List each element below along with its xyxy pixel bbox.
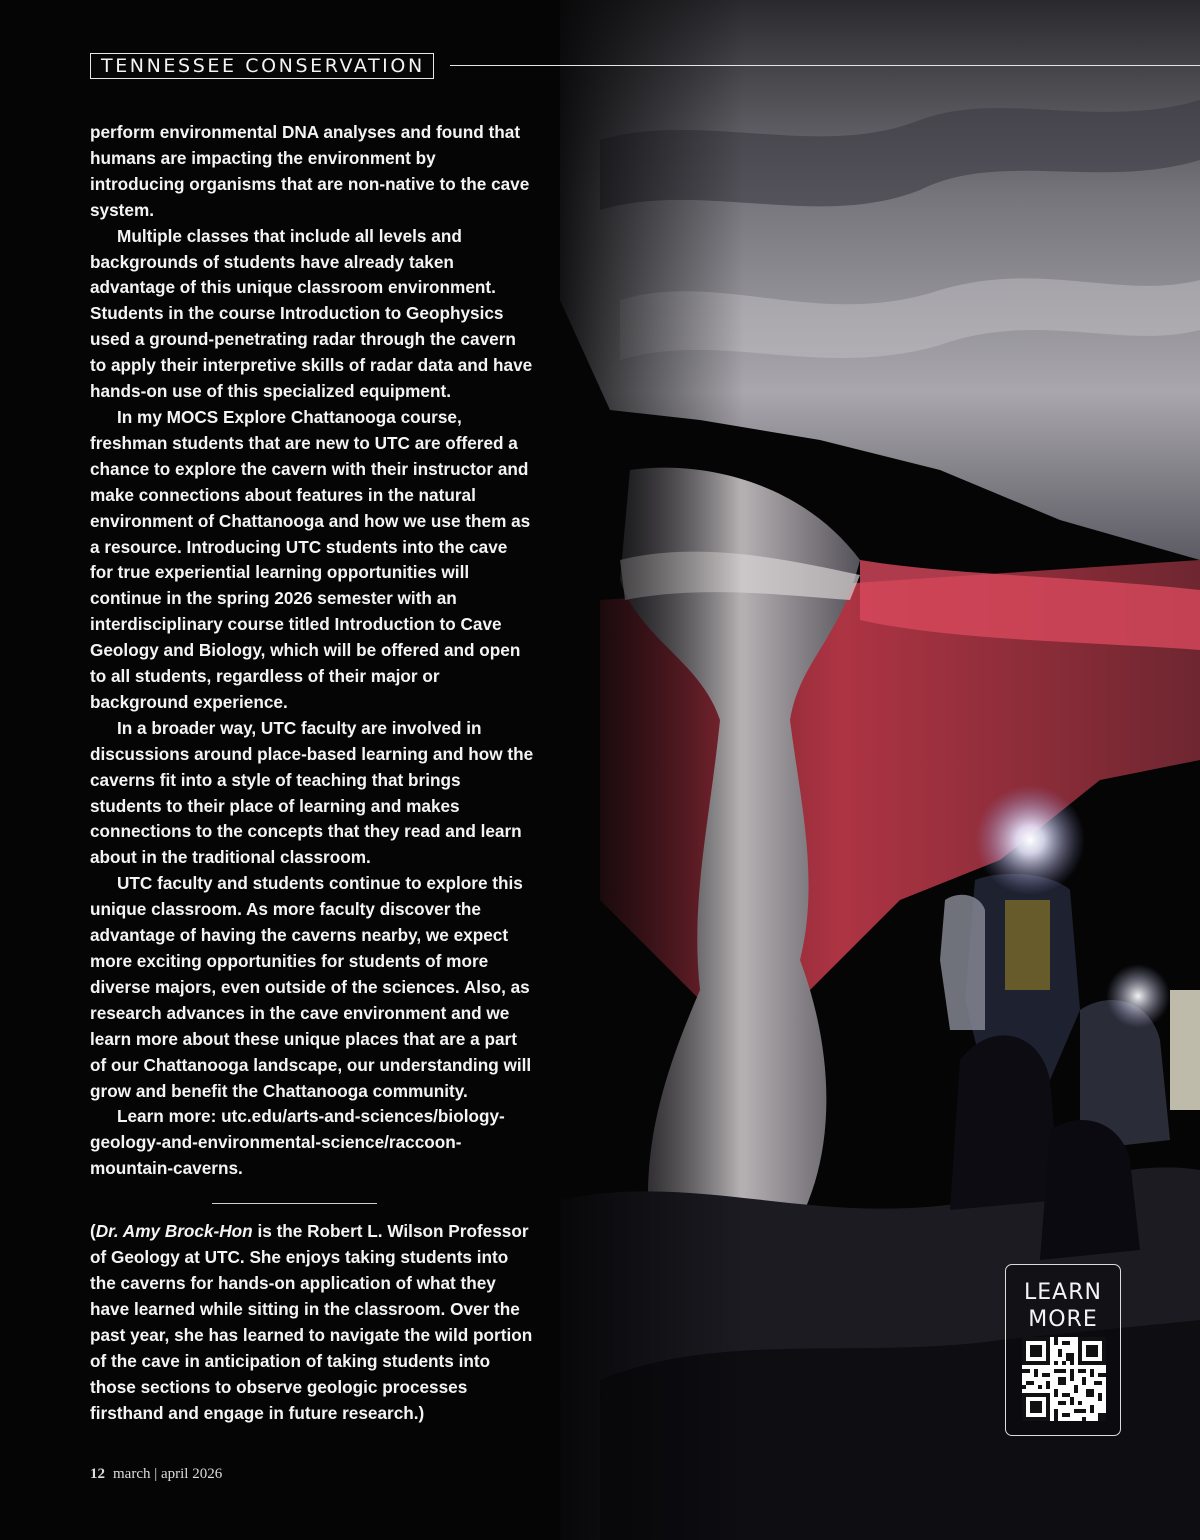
header-rule — [450, 65, 1200, 66]
bio-text: is the Robert L. Wilson Professor of Geology at UTC. She enjoys taking students into the caverns for hands-on application of what they have learned while sitting in the classroom. Over the past year, she has learned to navigate the wild portion of the cave in anticipation of taking students into those sections to observe geologic processes firsthand and engage in future research.) — [90, 1221, 533, 1423]
issue-date: march | april 2026 — [113, 1466, 223, 1482]
article-paragraph: In my MOCS Explore Chattanooga course, freshman students that are new to UTC are offered a chance to explore the cavern with their instructor and make connections about features in the natural environment of Chattanooga and how we use them as a resource. Introducing UTC students into the cave for true experiential learning opportunities will continue in the spring 2026 semester with an interdisciplinary course titled Introduction to Cave Geology and Biology, which will be offered and open to all students, regardless of their major or background experience. — [90, 406, 531, 712]
section-label: TENNESSEE CONSERVATION — [90, 53, 434, 79]
section-header — [90, 53, 1200, 77]
learn-more-paragraph: Learn more: utc.edu/arts-and-sciences/biology-geology-and-environmental-science/raccoon-mountain-caverns. — [90, 1106, 505, 1179]
article-paragraph: perform environmental DNA analyses and found that humans are impacting the environment by introducing organisms that are non-native to the cave system. — [90, 122, 530, 220]
article-paragraph: In a broader way, UTC faculty are involved in discussions around place-based learning and how the caverns fit into a style of teaching that brings students to their place of learning and makes connections to the concepts that they read and learn about in the traditional classroom. — [90, 717, 534, 868]
learn-more-line2: MORE — [1028, 1307, 1098, 1332]
page-footer — [90, 1466, 222, 1483]
learn-more-line1: LEARN — [1024, 1280, 1102, 1305]
article-paragraph: Multiple classes that include all levels and backgrounds of students have already taken advantage of this unique classroom environment. Students in the course Introduction to Geophysics used a ground-penetrating radar through the cavern to apply their interpretive skills of radar data and have hands-on use of this specialized equipment. — [90, 225, 533, 402]
article-paragraph: UTC faculty and students continue to explore this unique classroom. As more faculty discover the advantage of having the caverns nearby, we expect more exciting opportunities for students of more diverse majors, even outside of the sciences. Also, as research advances in the cave environment and we learn more about these unique places that are a part of our Chattanooga landscape, our understanding will grow and benefit the Chattanooga community. — [90, 873, 532, 1101]
learn-more-label — [1006, 1279, 1120, 1333]
bio-open-paren: ( — [90, 1221, 96, 1242]
page-number: 12 — [90, 1466, 105, 1482]
article-body — [90, 120, 535, 1426]
author-name: Dr. Amy Brock-Hon — [95, 1221, 253, 1242]
author-bio — [90, 1219, 535, 1426]
bio-divider — [212, 1203, 377, 1204]
qr-code-icon[interactable] — [1022, 1337, 1106, 1421]
learn-more-box[interactable] — [1005, 1264, 1121, 1436]
